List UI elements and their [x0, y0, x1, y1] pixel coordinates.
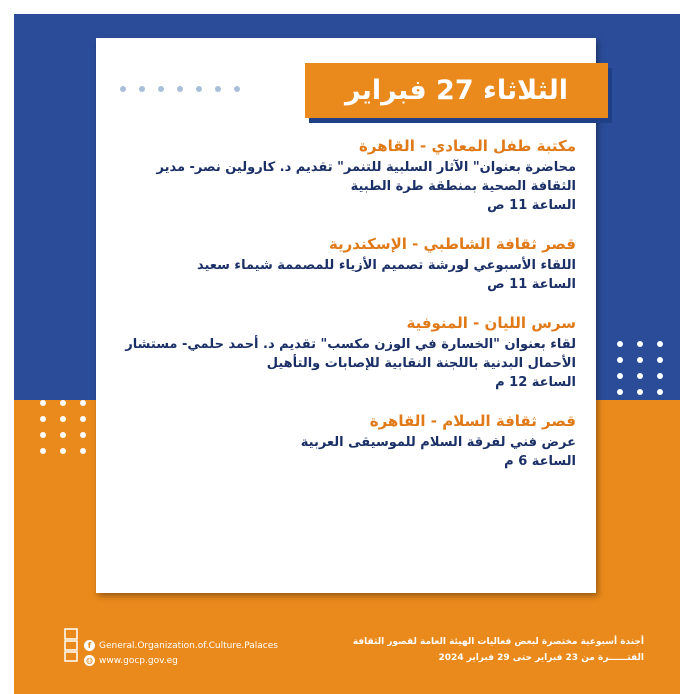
event-venue: سرس الليان - المنوفية [406, 314, 576, 332]
event-time: الساعة 12 م [495, 375, 576, 390]
event-venue: مكتبة طفل المعادي - القاهرة [359, 137, 576, 155]
facebook-icon: f [84, 640, 95, 651]
facebook-link[interactable] [84, 640, 278, 651]
event-time: الساعة 11 ص [487, 277, 576, 292]
event-time: الساعة 6 م [504, 454, 576, 469]
event-description: اللقاء الأسبوعي لورشة تصميم الأزياء للمصممة شيماء سعيد [196, 258, 576, 273]
frame-top [0, 0, 694, 14]
event-description: لقاء بعنوان "الخسارة في الوزن مكسب" تقديم د. أحمد حلمي- مستشار الأحمال البدنية باللجنة النقابية للإصابات والتأهيل [125, 337, 576, 371]
decorative-dots-right [617, 341, 663, 395]
footer-caption-line1: أجندة أسبوعية مختصرة لبعض فعاليات الهيئة العامة لقصور الثقافة [352, 637, 644, 647]
event-time: الساعة 11 ص [487, 198, 576, 213]
frame-left [0, 0, 14, 694]
event-item [110, 234, 576, 295]
organization-logo [64, 628, 78, 662]
website-link[interactable] [84, 655, 178, 666]
event-item [110, 411, 576, 472]
website-url: www.gocp.gov.eg [99, 655, 178, 666]
globe-icon: ◍ [84, 655, 95, 666]
footer-caption [344, 634, 644, 666]
facebook-handle: General.Organization.of.Culture.Palaces [99, 640, 278, 651]
event-description: محاضرة بعنوان" الآثار السلبية للتنمر" تقديم د. كارولين نصر- مدير الثقافة الصحية بمنطقة طرة الطبية [156, 160, 576, 194]
decorative-dots-top [120, 86, 240, 92]
event-venue: قصر ثقافة السلام - القاهرة [369, 412, 576, 430]
decorative-dots-left [40, 400, 86, 454]
footer-caption-line2: الفتــــــرة من 23 فبراير حتى 29 فبراير 2024 [438, 653, 644, 663]
event-item [110, 136, 576, 216]
date-banner-title: الثلاثاء 27 فبراير [344, 75, 569, 106]
event-item [110, 313, 576, 393]
frame-right [680, 0, 694, 694]
event-venue: قصر ثقافة الشاطبي - الإسكندرية [328, 235, 576, 253]
events-list [110, 136, 576, 490]
event-description: عرض فني لفرقة السلام للموسيقى العربية [300, 435, 576, 450]
